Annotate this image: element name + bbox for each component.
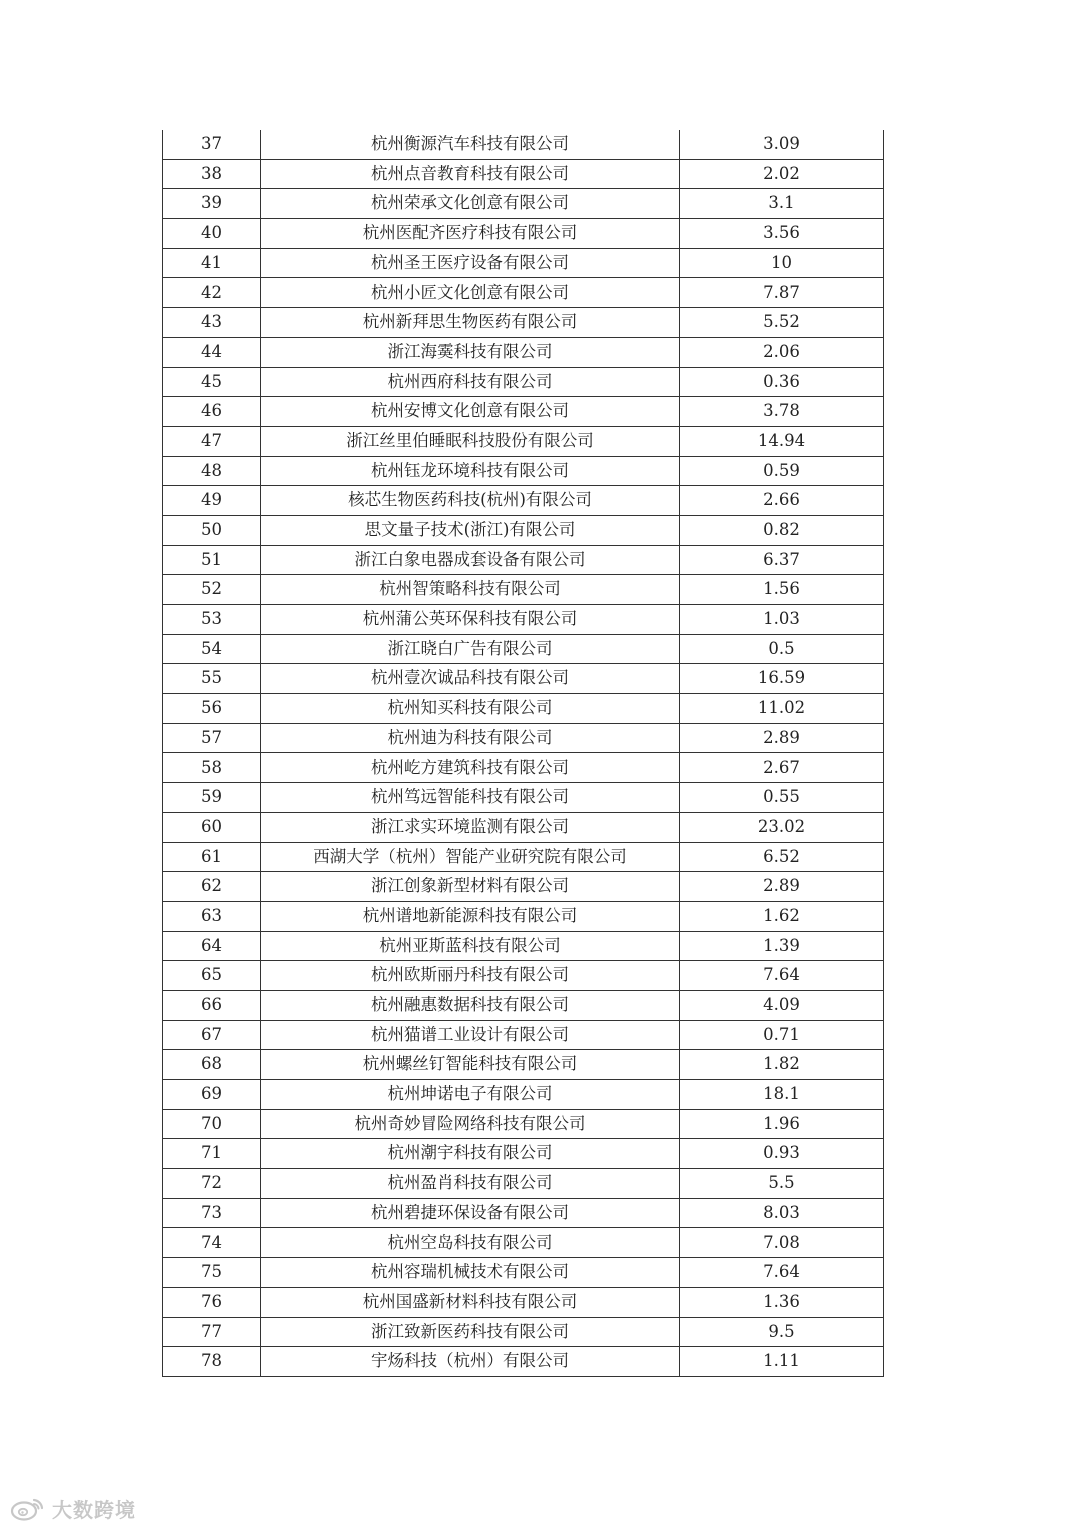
amount-value: 0.36 xyxy=(680,367,884,397)
amount-value: 1.39 xyxy=(680,931,884,961)
row-number: 70 xyxy=(163,1109,261,1139)
amount-value: 2.66 xyxy=(680,486,884,516)
company-name: 浙江晓白广告有限公司 xyxy=(261,634,680,664)
company-name: 杭州蒲公英环保科技有限公司 xyxy=(261,605,680,635)
company-name: 浙江丝里伯睡眠科技股份有限公司 xyxy=(261,426,680,456)
table-row xyxy=(163,990,884,1020)
watermark-text: 大数跨境 xyxy=(52,1498,136,1522)
table-row xyxy=(163,426,884,456)
weibo-logo-icon xyxy=(10,1496,46,1522)
company-name: 杭州潮宇科技有限公司 xyxy=(261,1139,680,1169)
amount-value: 3.09 xyxy=(680,130,884,159)
table-row xyxy=(163,694,884,724)
amount-value: 0.82 xyxy=(680,515,884,545)
table-row xyxy=(163,783,884,813)
amount-value: 8.03 xyxy=(680,1198,884,1228)
table-row xyxy=(163,545,884,575)
amount-value: 6.37 xyxy=(680,545,884,575)
company-name: 西湖大学（杭州）智能产业研究院有限公司 xyxy=(261,842,680,872)
row-number: 63 xyxy=(163,901,261,931)
table-row xyxy=(163,931,884,961)
amount-value: 7.87 xyxy=(680,278,884,308)
company-name: 杭州屹方建筑科技有限公司 xyxy=(261,753,680,783)
table-row xyxy=(163,515,884,545)
row-number: 59 xyxy=(163,783,261,813)
company-name: 杭州钰龙环境科技有限公司 xyxy=(261,456,680,486)
company-name: 杭州猫谱工业设计有限公司 xyxy=(261,1020,680,1050)
row-number: 64 xyxy=(163,931,261,961)
table-row xyxy=(163,1317,884,1347)
row-number: 62 xyxy=(163,872,261,902)
amount-value: 1.03 xyxy=(680,605,884,635)
company-name: 杭州智策略科技有限公司 xyxy=(261,575,680,605)
company-name: 杭州西府科技有限公司 xyxy=(261,367,680,397)
row-number: 51 xyxy=(163,545,261,575)
amount-value: 7.64 xyxy=(680,1258,884,1288)
amount-value: 0.5 xyxy=(680,634,884,664)
table-row xyxy=(163,219,884,249)
table-row xyxy=(163,1020,884,1050)
table-row xyxy=(163,753,884,783)
amount-value: 1.82 xyxy=(680,1050,884,1080)
company-name: 杭州空岛科技有限公司 xyxy=(261,1228,680,1258)
amount-value: 2.02 xyxy=(680,159,884,189)
table-row xyxy=(163,872,884,902)
row-number: 74 xyxy=(163,1228,261,1258)
table-row xyxy=(163,397,884,427)
row-number: 39 xyxy=(163,189,261,219)
table-row xyxy=(163,1287,884,1317)
amount-value: 0.55 xyxy=(680,783,884,813)
row-number: 45 xyxy=(163,367,261,397)
amount-value: 2.89 xyxy=(680,723,884,753)
row-number: 42 xyxy=(163,278,261,308)
company-name: 杭州安博文化创意有限公司 xyxy=(261,397,680,427)
row-number: 71 xyxy=(163,1139,261,1169)
company-name: 杭州碧捷环保设备有限公司 xyxy=(261,1198,680,1228)
company-name: 核芯生物医药科技(杭州)有限公司 xyxy=(261,486,680,516)
row-number: 60 xyxy=(163,812,261,842)
amount-value: 7.64 xyxy=(680,961,884,991)
company-name: 杭州谱地新能源科技有限公司 xyxy=(261,901,680,931)
company-name: 杭州奇妙冒险网络科技有限公司 xyxy=(261,1109,680,1139)
table-row xyxy=(163,1347,884,1377)
company-name: 杭州亚斯蓝科技有限公司 xyxy=(261,931,680,961)
table-row xyxy=(163,248,884,278)
amount-value: 3.78 xyxy=(680,397,884,427)
amount-value: 1.36 xyxy=(680,1287,884,1317)
amount-value: 1.96 xyxy=(680,1109,884,1139)
table-row xyxy=(163,842,884,872)
row-number: 52 xyxy=(163,575,261,605)
amount-value: 9.5 xyxy=(680,1317,884,1347)
row-number: 54 xyxy=(163,634,261,664)
amount-value: 0.93 xyxy=(680,1139,884,1169)
row-number: 67 xyxy=(163,1020,261,1050)
company-name: 杭州点音教育科技有限公司 xyxy=(261,159,680,189)
table-row xyxy=(163,278,884,308)
row-number: 56 xyxy=(163,694,261,724)
table-row xyxy=(163,456,884,486)
table-row xyxy=(163,308,884,338)
table-row xyxy=(163,723,884,753)
row-number: 38 xyxy=(163,159,261,189)
amount-value: 16.59 xyxy=(680,664,884,694)
company-name: 杭州容瑞机械技术有限公司 xyxy=(261,1258,680,1288)
table-row xyxy=(163,337,884,367)
company-name: 杭州圣王医疗设备有限公司 xyxy=(261,248,680,278)
row-number: 72 xyxy=(163,1169,261,1199)
company-name: 杭州笃远智能科技有限公司 xyxy=(261,783,680,813)
row-number: 61 xyxy=(163,842,261,872)
company-name: 浙江白象电器成套设备有限公司 xyxy=(261,545,680,575)
company-name: 杭州坤诺电子有限公司 xyxy=(261,1080,680,1110)
table-row xyxy=(163,367,884,397)
amount-value: 0.71 xyxy=(680,1020,884,1050)
row-number: 68 xyxy=(163,1050,261,1080)
company-name: 浙江创象新型材料有限公司 xyxy=(261,872,680,902)
company-name: 思文量子技术(浙江)有限公司 xyxy=(261,515,680,545)
amount-value: 11.02 xyxy=(680,694,884,724)
amount-value: 7.08 xyxy=(680,1228,884,1258)
row-number: 69 xyxy=(163,1080,261,1110)
table-row xyxy=(163,664,884,694)
table-row xyxy=(163,486,884,516)
table-row xyxy=(163,189,884,219)
row-number: 49 xyxy=(163,486,261,516)
amount-value: 6.52 xyxy=(680,842,884,872)
company-name: 浙江求实环境监测有限公司 xyxy=(261,812,680,842)
table-row xyxy=(163,575,884,605)
company-name: 杭州迪为科技有限公司 xyxy=(261,723,680,753)
company-name: 杭州螺丝钉智能科技有限公司 xyxy=(261,1050,680,1080)
row-number: 50 xyxy=(163,515,261,545)
table-row xyxy=(163,1169,884,1199)
company-table xyxy=(162,130,884,1377)
row-number: 57 xyxy=(163,723,261,753)
company-name: 浙江海霙科技有限公司 xyxy=(261,337,680,367)
row-number: 43 xyxy=(163,308,261,338)
table-row xyxy=(163,1198,884,1228)
row-number: 75 xyxy=(163,1258,261,1288)
amount-value: 5.52 xyxy=(680,308,884,338)
watermark xyxy=(10,1494,136,1523)
company-name: 杭州欧斯丽丹科技有限公司 xyxy=(261,961,680,991)
table-row xyxy=(163,1080,884,1110)
row-number: 58 xyxy=(163,753,261,783)
company-name: 杭州国盛新材料科技有限公司 xyxy=(261,1287,680,1317)
row-number: 37 xyxy=(163,130,261,159)
table-row xyxy=(163,1109,884,1139)
amount-value: 3.56 xyxy=(680,219,884,249)
amount-value: 4.09 xyxy=(680,990,884,1020)
amount-value: 10 xyxy=(680,248,884,278)
table-row xyxy=(163,1258,884,1288)
company-name: 杭州小匠文化创意有限公司 xyxy=(261,278,680,308)
amount-value: 18.1 xyxy=(680,1080,884,1110)
amount-value: 23.02 xyxy=(680,812,884,842)
company-name: 杭州壹次诚品科技有限公司 xyxy=(261,664,680,694)
row-number: 47 xyxy=(163,426,261,456)
table-row xyxy=(163,605,884,635)
company-name: 浙江致新医药科技有限公司 xyxy=(261,1317,680,1347)
row-number: 76 xyxy=(163,1287,261,1317)
row-number: 40 xyxy=(163,219,261,249)
table-row xyxy=(163,1050,884,1080)
table-row xyxy=(163,1139,884,1169)
company-name: 杭州新拜思生物医药有限公司 xyxy=(261,308,680,338)
amount-value: 2.67 xyxy=(680,753,884,783)
amount-value: 2.06 xyxy=(680,337,884,367)
row-number: 44 xyxy=(163,337,261,367)
company-name: 杭州融惠数据科技有限公司 xyxy=(261,990,680,1020)
row-number: 77 xyxy=(163,1317,261,1347)
table-row xyxy=(163,961,884,991)
table-row xyxy=(163,812,884,842)
row-number: 48 xyxy=(163,456,261,486)
amount-value: 14.94 xyxy=(680,426,884,456)
row-number: 46 xyxy=(163,397,261,427)
amount-value: 2.89 xyxy=(680,872,884,902)
table-row xyxy=(163,1228,884,1258)
row-number: 66 xyxy=(163,990,261,1020)
row-number: 53 xyxy=(163,605,261,635)
row-number: 73 xyxy=(163,1198,261,1228)
amount-value: 0.59 xyxy=(680,456,884,486)
row-number: 41 xyxy=(163,248,261,278)
table-row xyxy=(163,130,884,159)
company-name: 杭州荣承文化创意有限公司 xyxy=(261,189,680,219)
table-row xyxy=(163,901,884,931)
amount-value: 1.62 xyxy=(680,901,884,931)
row-number: 65 xyxy=(163,961,261,991)
company-name: 宇炀科技（杭州）有限公司 xyxy=(261,1347,680,1377)
company-name: 杭州医配齐医疗科技有限公司 xyxy=(261,219,680,249)
table-row xyxy=(163,159,884,189)
table-row xyxy=(163,634,884,664)
amount-value: 3.1 xyxy=(680,189,884,219)
amount-value: 1.56 xyxy=(680,575,884,605)
amount-value: 1.11 xyxy=(680,1347,884,1377)
company-name: 杭州知买科技有限公司 xyxy=(261,694,680,724)
row-number: 55 xyxy=(163,664,261,694)
company-name: 杭州衡源汽车科技有限公司 xyxy=(261,130,680,159)
company-name: 杭州盈肖科技有限公司 xyxy=(261,1169,680,1199)
company-table-body xyxy=(163,130,884,1376)
row-number: 78 xyxy=(163,1347,261,1377)
amount-value: 5.5 xyxy=(680,1169,884,1199)
